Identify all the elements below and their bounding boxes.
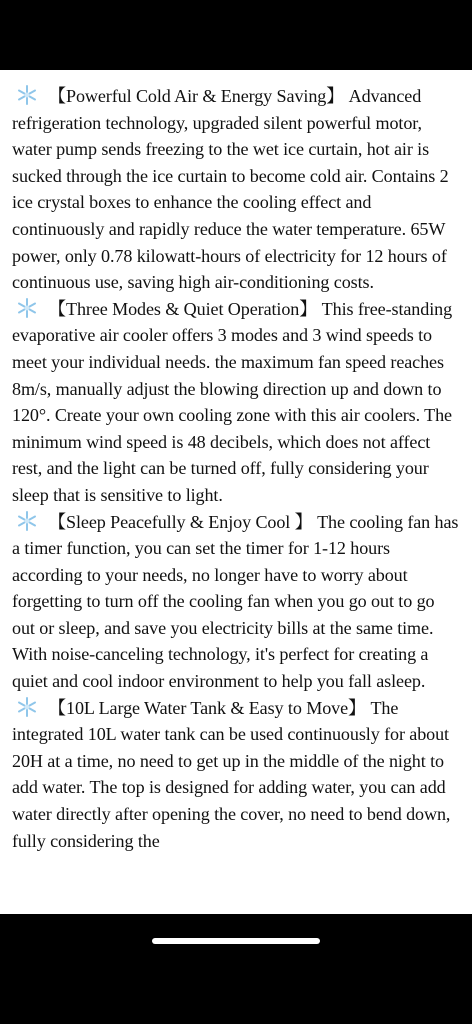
feature-heading: 【Three Modes & Quiet Operation】	[48, 298, 318, 319]
feature-heading: 【Sleep Peacefully & Enjoy Cool 】	[48, 511, 313, 532]
home-indicator[interactable]	[152, 938, 320, 944]
text-block	[0, 70, 472, 854]
product-description	[0, 70, 472, 914]
feature-body: The cooling fan has a timer function, you can set the timer for 1-12 hours according to your needs, no longer have to worry about forgetting to turn off the cooling fan when you go out to go out or sleep, and save you electricity bills at the same time. With noise-canceling technology, it's perfect for creating a quiet and cool indoor environment to help you fall asleep.	[12, 511, 459, 692]
status-bar	[0, 0, 472, 70]
feature-paragraph-sleep	[12, 509, 460, 695]
feature-paragraph-cooling	[12, 83, 460, 296]
feature-paragraph-modes	[12, 296, 460, 509]
snowflake-icon	[12, 696, 42, 718]
feature-body: The integrated 10L water tank can be used continuously for about 20H at a time, no need to get up in the middle of the night to add water. The top is designed for adding water, you can add water directly after opening the cover, no need to bend down, fully considering the	[12, 697, 451, 851]
feature-body: Advanced refrigeration technology, upgraded silent powerful motor, water pump sends freezing to the wet ice curtain, hot air is sucked through the ice curtain to become cold air. Contains 2 ice crystal boxes to enhance the cooling effect and continuously and rapidly reduce the water temperature. 65W power, only 0.78 kilowatt-hours of electricity for 12 hours of continuous use, saving high air-conditioning costs.	[12, 86, 449, 293]
feature-heading: 【10L Large Water Tank & Easy to Move】	[48, 697, 367, 718]
snowflake-icon	[12, 510, 42, 532]
bottom-bar	[0, 914, 472, 1024]
feature-paragraph-tank	[12, 695, 460, 855]
feature-body: This free-standing evaporative air cooler offers 3 modes and 3 wind speeds to meet your individual needs. the maximum fan speed reaches 8m/s, manually adjust the blowing direction up and down to 120°. Create your own cooling zone with this air coolers. The minimum wind speed is 48 decibels, which does not affect rest, and the light can be turned off, fully considering your sleep that is sensitive to light.	[12, 298, 453, 505]
snowflake-icon	[12, 297, 42, 319]
feature-heading: 【Powerful Cold Air & Energy Saving】	[48, 86, 345, 106]
snowflake-icon	[12, 84, 42, 106]
